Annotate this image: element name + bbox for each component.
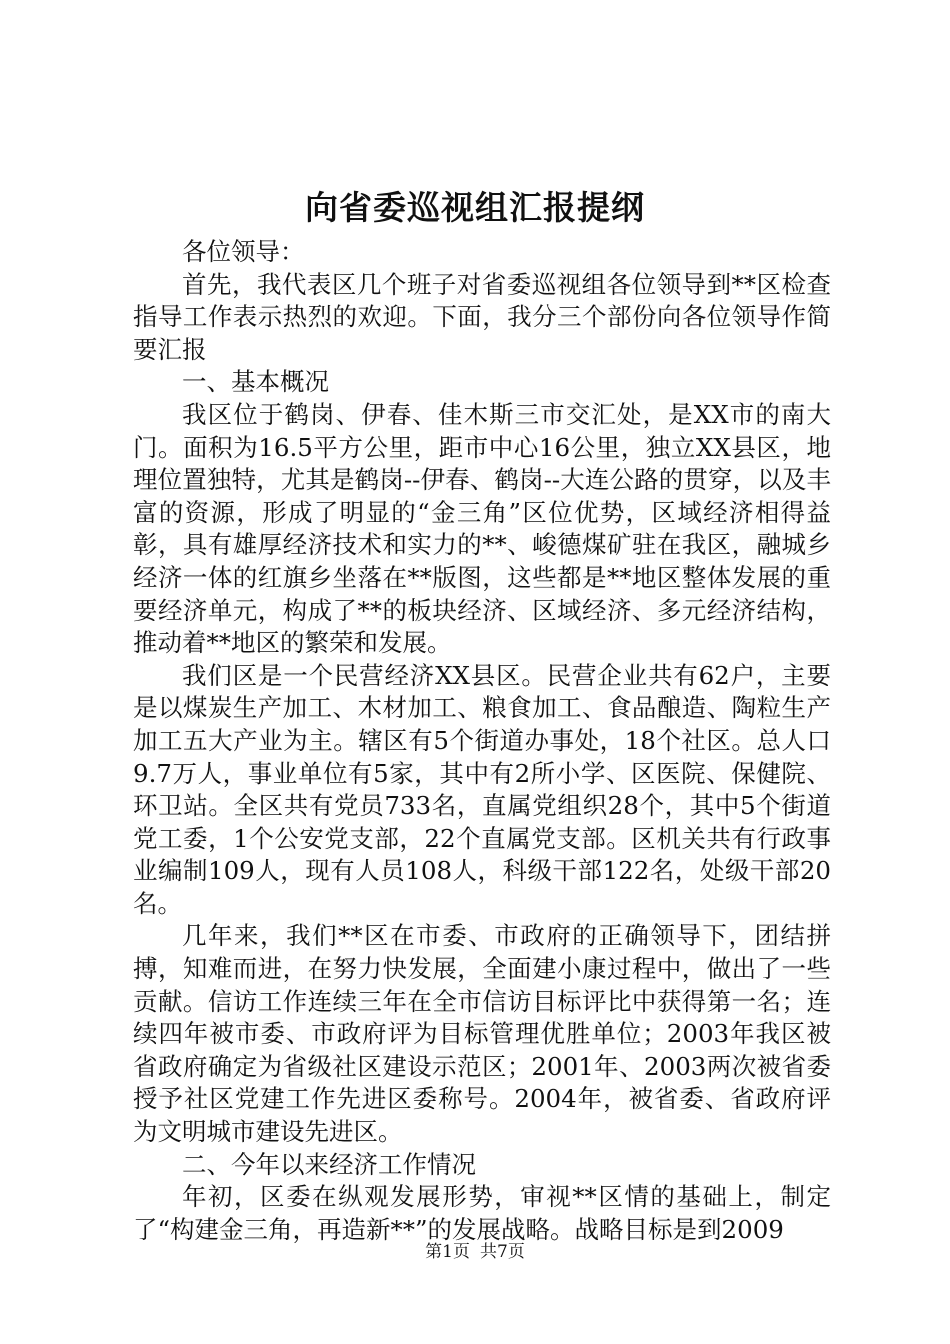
body-paragraph: 我们区是一个民营经济XX县区。民营企业共有62户，主要是以煤炭生产加工、木材加工、粮食加工、食品酿造、陶粒生产加工五大产业为主。辖区有5个街道办事处，18个社区。总人口9.7万人，事业单位有5家，其中有2所小学、区医院、保健院、环卫站。全区共有党员733名，直属党组织28个，其中5个街道党工委，1个公安党支部，22个直属党支部。区机关共有行政事业编制109人，现有人员108人，科级干部122名，处级干部20名。 [133,660,831,918]
body-paragraph: 年初，区委在纵观发展形势，审视**区情的基础上，制定了“构建金三角，再造新**”的发展战略。战略目标是到2009 [133,1182,831,1244]
document-body [133,236,831,1246]
salutation-paragraph: 各位领导： [182,237,305,266]
document-title: 向省委巡视组汇报提纲 [305,188,645,227]
opening-paragraph: 首先，我代表区几个班子对省委巡视组各位领导到**区检查指导工作表示热烈的欢迎。下面，我分三个部份向各位领导作简要汇报 [133,269,831,364]
body-paragraph: 几年来，我们**区在市委、市政府的正确领导下，团结拼搏，知难而进，在努力快发展，全面建小康过程中，做出了一些贡献。信访工作连续三年在全市信访目标评比中获得第一名；连续四年被市委、市政府评为目标管理优胜单位；2003年我区被省政府确定为省级社区建设示范区；2001年、2003两次被省委授予社区党建工作先进区委称号。2004年，被省委、省政府评为文明城市建设先进区。 [133,921,831,1147]
section-heading-overview: 一、基本概况 [182,367,329,397]
page-number: 第1页 [425,1242,470,1262]
page-total: 共7页 [480,1242,525,1262]
body-paragraph: 我区位于鹤岗、伊春、佳木斯三市交汇处，是XX市的南大门。面积为16.5平方公里，距市中心16公里，独立XX县区，地理位置独特，尤其是鹤岗--伊春、鹤岗--大连公路的贯穿，以及丰富的资源，形成了明显的“金三角”区位优势，区域经济相得益彰，具有雄厚经济技术和实力的**、峻德煤矿驻在我区，融城乡经济一体的红旗乡坐落在**版图，这些都是**地区整体发展的重要经济单元，构成了**的板块经济、区域经济、多元经济结构，推动着**地区的繁荣和发展。 [133,399,831,658]
section-heading-economy: 二、今年以来经济工作情况 [182,1149,476,1179]
page-footer [0,1240,950,1264]
